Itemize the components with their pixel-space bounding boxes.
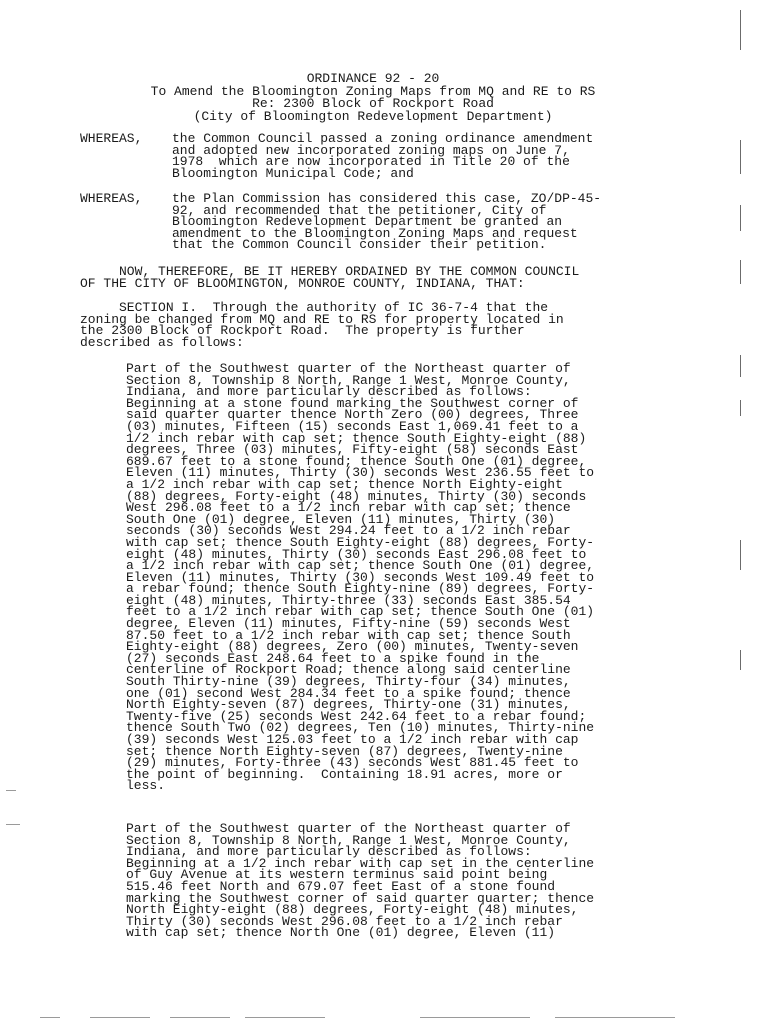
text-line: seconds (30) seconds West 294.24 feet to a 1/2 inch rebar	[126, 523, 571, 539]
text-line: South Thirty-nine (39) degrees, Thirty-four (34) minutes,	[126, 674, 571, 690]
scan-artifact-speck	[90, 1017, 150, 1018]
text-line: eight (48) minutes, Thirty-three (33) seconds East 385.54	[126, 592, 571, 608]
scan-artifact-speck	[40, 1017, 60, 1018]
text-line: Thirty (30) seconds West 296.08 feet to a 1/2 inch rebar	[126, 913, 563, 929]
ordinance-number: ORDINANCE 92 - 20	[306, 71, 440, 86]
text-line: degrees, Three (03) minutes, Fifty-eight (58) seconds East	[126, 442, 579, 458]
text-line: 1978 which are now incorporated in Title 20 of the	[172, 154, 570, 170]
text-line: Part of the Southwest quarter of the Northeast quarter of	[126, 361, 571, 376]
text-line: West 296.08 feet to a 1/2 inch rebar with cap set; thence	[126, 500, 571, 516]
scan-artifact-mark	[740, 540, 741, 570]
text-line: 87.50 feet to a 1/2 inch rebar with cap set; thence South	[126, 627, 571, 643]
text-line: Bloomington Redevelopment Department be granted an	[172, 214, 563, 230]
now-therefore-clause	[80, 266, 680, 289]
text-line: the Plan Commission has considered this case, ZO/DP-45-	[172, 191, 602, 206]
ordinance-subject: To Amend the Bloomington Zoning Maps from MQ and RE to RS	[150, 83, 596, 99]
text-line: 1/2 inch rebar with cap set; thence South Eighty-eight (88)	[126, 430, 587, 446]
text-line: OF THE CITY OF BLOOMINGTON, MONROE COUNTY, INDIANA, THAT:	[80, 275, 525, 291]
text-line: thence South Two (02) degrees, Ten (10) minutes, Thirty-nine	[126, 720, 595, 736]
text-line: (29) minutes, Forty-three (43) seconds West 881.45 feet to	[126, 755, 579, 771]
text-line: the Common Council passed a zoning ordinance amendment	[172, 131, 594, 146]
text-line: (03) minutes, Fifteen (15) seconds East 1,069.41 feet to a	[126, 418, 579, 434]
text-line: less.	[126, 778, 166, 794]
text-line: (27) seconds East 248.64 feet to a spike found in the	[126, 650, 540, 666]
scan-artifact-speck	[420, 1017, 530, 1018]
text-line: Eleven (11) minutes, Thirty (30) seconds West 236.55 feet to	[126, 465, 595, 481]
scan-artifact-mark	[740, 400, 741, 416]
whereas-text	[172, 193, 680, 251]
text-line: centerline of Rockport Road; thence along said centerline	[126, 662, 571, 678]
whereas-text	[172, 133, 680, 179]
text-line: 689.67 feet to a stone found; thence South One (01) degree,	[126, 453, 587, 469]
text-line: Indiana, and more particularly described as follows:	[126, 384, 532, 400]
text-line: of Guy Avenue at its western terminus said point being	[126, 867, 548, 883]
text-line: Eighty-eight (88) degrees, Zero (00) minutes, Twenty-seven	[126, 639, 579, 655]
text-line: Section 8, Township 8 North, Range 1 West, Monroe County,	[126, 372, 571, 388]
text-line: marking the Southwest corner of said quarter quarter; thence	[126, 890, 595, 906]
text-line: the 2300 Block of Rockport Road. The property is further	[80, 323, 525, 339]
text-line: that the Common Council consider their petition.	[172, 237, 547, 253]
scan-artifact-speck	[6, 824, 20, 825]
text-line: (39) seconds West 125.03 feet to a 1/2 inch rebar with cap	[126, 732, 579, 747]
text-line: a 1/2 inch rebar with cap set; thence South One (01) degree,	[126, 558, 595, 574]
whereas-label: WHEREAS,	[80, 131, 143, 146]
text-line: Part of the Southwest quarter of the Northeast quarter of	[126, 821, 571, 836]
legal-description-2	[126, 823, 686, 939]
text-line: Beginning at a stone found marking the Southwest corner of	[126, 395, 579, 411]
text-line: said quarter quarter thence North Zero (00) degrees, Three	[126, 407, 579, 423]
scan-artifact-mark	[740, 140, 741, 174]
text-line: Indiana, and more particularly described as follows:	[126, 844, 532, 860]
text-line: a 1/2 inch rebar with cap set; thence North Eighty-eight	[126, 476, 563, 492]
text-line: Beginning at a 1/2 inch rebar with cap set in the centerline	[126, 855, 595, 871]
text-line: NOW, THEREFORE, BE IT HEREBY ORDAINED BY THE COMMON COUNCIL	[80, 264, 580, 279]
text-line: the point of beginning. Containing 18.91 acres, more or	[126, 766, 563, 782]
scan-artifact-speck	[555, 1017, 675, 1018]
ordinance-petitioner: (City of Bloomington Redevelopment Department)	[193, 108, 553, 124]
text-line: Twenty-five (25) seconds West 242.64 feet to a rebar found;	[126, 708, 587, 724]
text-line: one (01) second West 284.34 feet to a spike found; thence	[126, 685, 571, 701]
text-line: feet to a 1/2 inch rebar with cap set; thence South One (01)	[126, 604, 595, 620]
text-line: SECTION I. Through the authority of IC 36-7-4 that the	[80, 300, 549, 315]
scan-artifact-mark	[740, 205, 741, 231]
text-line: degree, Eleven (11) minutes, Fifty-nine (59) seconds West	[126, 616, 571, 632]
section-one	[80, 302, 680, 348]
text-line: zoning be changed from MQ and RE to RS for property located in	[80, 311, 564, 327]
scan-artifact-mark	[740, 10, 741, 50]
scan-artifact-speck	[170, 1017, 230, 1018]
text-line: Section 8, Township 8 North, Range 1 West, Monroe County,	[126, 832, 571, 848]
legal-description-1	[126, 363, 686, 792]
text-line: eight (48) minutes, Thirty (30) seconds East 296.08 feet to	[126, 546, 587, 562]
scan-artifact-mark	[740, 260, 741, 284]
text-line: set; thence North Eighty-seven (87) degrees, Twenty-nine	[126, 743, 563, 759]
text-line: 515.46 feet North and 679.07 feet East of a stone found	[126, 878, 556, 894]
text-line: Bloomington Municipal Code; and	[172, 165, 414, 181]
ordinance-header	[80, 73, 666, 123]
text-line: described as follows:	[80, 334, 244, 350]
ordinance-re-line: Re: 2300 Block of Rockport Road	[252, 96, 494, 112]
scan-artifact-speck	[245, 1017, 325, 1018]
text-line: (88) degrees, Forty-eight (48) minutes, Thirty (30) seconds	[126, 488, 587, 504]
text-line: and adopted new incorporated zoning maps on June 7,	[172, 142, 570, 158]
whereas-label: WHEREAS,	[80, 191, 143, 206]
scan-artifact-mark	[740, 650, 741, 670]
text-line: with cap set; thence North One (01) degree, Eleven (11)	[126, 925, 556, 941]
text-line: South One (01) degree, Eleven (11) minutes, Thirty (30)	[126, 511, 556, 527]
text-line: North Eighty-eight (88) degrees, Forty-eight (48) minutes,	[126, 902, 579, 918]
text-line: 92, and recommended that the petitioner, City of	[172, 202, 547, 218]
text-line: with cap set; thence South Eighty-eight (88) degrees, Forty-	[126, 534, 595, 550]
text-line: a rebar found; thence South Eighty-nine (89) degrees, Forty-	[126, 581, 595, 597]
text-line: North Eighty-seven (87) degrees, Thirty-one (31) minutes,	[126, 697, 571, 713]
text-line: Eleven (11) minutes, Thirty (30) seconds West 109.49 feet to	[126, 569, 595, 585]
scan-artifact-mark	[740, 355, 741, 377]
scan-artifact-speck	[6, 790, 16, 791]
text-line: amendment to the Bloomington Zoning Maps and request	[172, 225, 578, 241]
